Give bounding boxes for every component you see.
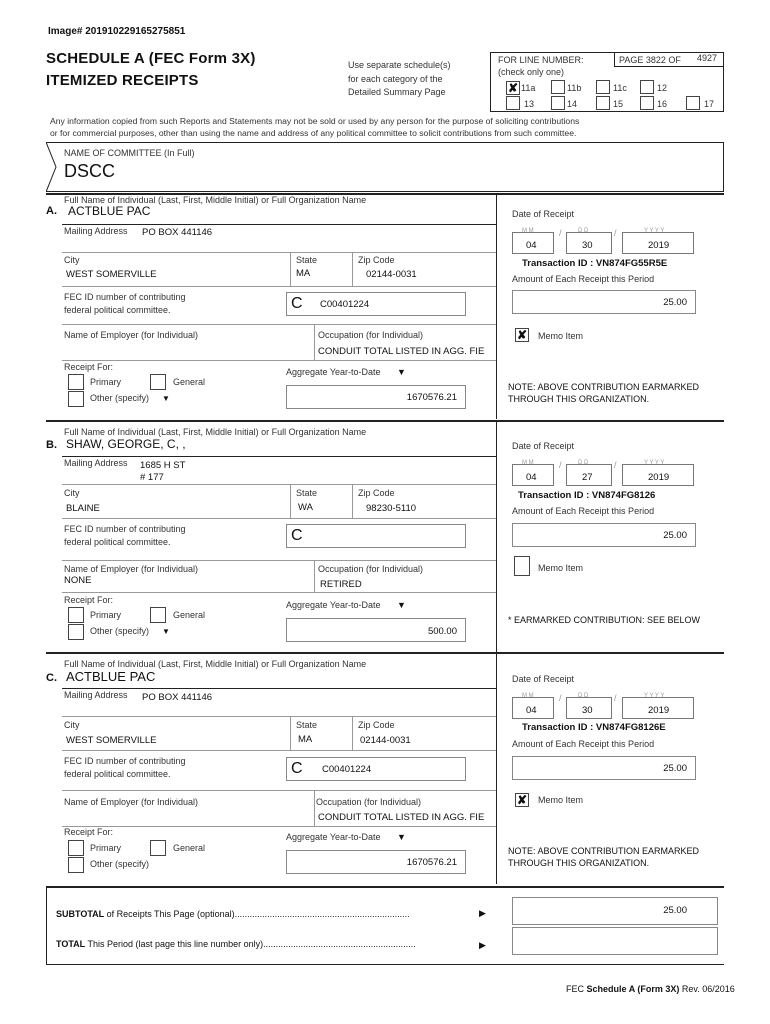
entry-a-aggregate-box [286,385,466,409]
entry-b-dd-label: D D [578,460,589,466]
entry-a-city: WEST SOMERVILLE [66,269,157,280]
entry-b-employer-label: Name of Employer (for Individual) [64,564,199,574]
instructions-line-1: Use separate schedule(s) [348,60,451,70]
entry-c-transaction-id: Transaction ID : VN874FG8126E [522,722,666,733]
entry-b-address-2: # 177 [140,472,164,483]
entry-a-zip-label: Zip Code [358,255,395,265]
entry-c-zip-label: Zip Code [358,720,395,730]
entry-b-name-label: Full Name of Individual (Last, First, Middle Initial) or Full Organization Name [64,427,367,437]
entry-c-amount: 25.00 [663,763,687,774]
line-number-label: FOR LINE NUMBER: [498,55,584,65]
entry-c-month: 04 [526,705,537,716]
entry-c-other-checkbox[interactable] [68,857,84,873]
entry-a-general-label: General [173,377,206,387]
entry-a-fec-c: C [291,295,303,312]
entry-a-day: 30 [582,240,593,251]
entry-b-primary-label: Primary [90,610,121,620]
line-11a-label: 11a [521,83,536,93]
entry-b-city: BLAINE [66,503,100,514]
entry-c-aggregate-arrow-icon: ▼ [397,832,406,842]
entry-b-occupation: RETIRED [320,579,362,590]
total-box [512,927,718,955]
entry-b-month: 04 [526,472,537,483]
entry-b-amount-label: Amount of Each Receipt this Period [512,506,655,516]
entry-c-memo-label: Memo Item [538,795,584,805]
entry-a-general-checkbox[interactable] [150,374,166,390]
entry-b-memo-label: Memo Item [538,563,584,573]
entry-b-other-label: Other (specify) [90,626,150,636]
entry-b-aggregate-box [286,618,466,642]
entry-c-letter: C. [46,672,57,684]
entry-a-name-label: Full Name of Individual (Last, First, Middle Initial) or Full Organization Name [64,195,367,205]
line-11a-checkbox[interactable]: ✘ [507,81,519,95]
line-11b-checkbox[interactable] [551,80,565,94]
entry-b-mm-label: M M [522,460,534,466]
entry-a-fec-id: C00401224 [320,299,370,310]
entry-c-year: 2019 [648,705,670,716]
total-arrow-icon: ▶ [479,940,486,950]
entry-b-aggregate-label: Aggregate Year-to-Date [286,600,381,610]
subtotal-value: 25.00 [663,905,687,916]
entry-c-primary-label: Primary [90,843,121,853]
entry-b-city-label: City [64,488,80,498]
entry-b-other-dropdown-icon[interactable]: ▼ [162,627,170,636]
entry-a-mailing-label: Mailing Address [64,226,128,236]
line-11b-label: 11b [567,83,582,93]
entry-c-employer-label: Name of Employer (for Individual) [64,797,199,807]
entry-c-state-label: State [296,720,318,730]
entry-b-year: 2019 [648,472,670,483]
check-only-label: (check only one) [498,67,565,77]
page-total: 4927 [697,53,718,63]
entry-a-address-1: PO BOX 441146 [142,227,213,238]
entry-c-note-2: THROUGH THIS ORGANIZATION. [508,858,650,868]
entry-a-yyyy-label: Y Y Y Y [644,228,665,234]
entry-a-other-checkbox[interactable] [68,391,84,407]
subtotal-box [512,897,718,925]
form-title: SCHEDULE A (FEC Form 3X) [46,50,256,67]
line-16-label: 16 [657,99,668,109]
entry-b-amount: 25.00 [663,530,687,541]
entry-a-name: ACTBLUE PAC [68,204,151,218]
entry-c-fec-label-2: federal political committee. [64,769,171,779]
entry-c-other-label: Other (specify) [90,859,150,869]
entry-c-mailing-label: Mailing Address [64,690,128,700]
line-15-label: 15 [613,99,624,109]
entry-a-aggregate-label: Aggregate Year-to-Date [286,367,381,377]
entry-c-aggregate-label: Aggregate Year-to-Date [286,832,381,842]
entry-a-memo-label: Memo Item [538,331,584,341]
entry-b-day: 27 [582,472,593,483]
entry-c-city-label: City [64,720,80,730]
entry-a-dd-label: D D [578,228,589,234]
entry-c-note-1: NOTE: ABOVE CONTRIBUTION EARMARKED [508,846,700,856]
entry-b-transaction-id: Transaction ID : VN874FG8126 [518,490,656,501]
entry-b-date-label: Date of Receipt [512,441,575,451]
entry-a-note-2: THROUGH THIS ORGANIZATION. [508,394,650,404]
line-17-checkbox[interactable] [686,96,700,110]
total-label: TOTAL This Period (last page this line number only)............................................................. [56,939,416,949]
entry-c-fec-label-1: FEC ID number of contributing [64,756,186,766]
page-label: PAGE 3822 OF [619,55,681,65]
entry-b-general-checkbox[interactable] [150,607,166,623]
entry-c-receipt-for-label: Receipt For: [64,827,114,837]
entry-a-fec-label-2: federal political committee. [64,305,171,315]
entry-b-fec-label-1: FEC ID number of contributing [64,524,186,534]
image-id: Image# 201910229165275851 [48,26,186,37]
entry-a-fec-label-1: FEC ID number of contributing [64,292,186,302]
entry-a-other-label: Other (specify) [90,393,150,403]
entry-a-amount: 25.00 [663,297,687,308]
line-17-label: 17 [704,99,715,109]
entry-a-fec-box [286,292,466,316]
entry-a-occupation: CONDUIT TOTAL LISTED IN AGG. FIE [318,346,485,357]
committee-label: NAME OF COMMITTEE (In Full) [64,148,195,158]
entry-a-amount-label: Amount of Each Receipt this Period [512,274,655,284]
entry-a-letter: A. [46,205,57,217]
entry-b-aggregate: 500.00 [427,626,457,637]
entry-a-memo-checkbox[interactable]: ✘ [516,328,528,342]
entry-c-amount-box [512,756,696,780]
entry-b-state: WA [298,502,313,513]
entry-a-transaction-id: Transaction ID : VN874FG55R5E [522,258,668,269]
entry-c-primary-checkbox[interactable] [68,840,84,856]
entry-c-day: 30 [582,705,593,716]
disclaimer-line-2: or for commercial purposes, other than using the name and address of any political committee to solicit contributions from such committee. [50,128,577,138]
line-12-label: 12 [657,83,668,93]
entry-c-city: WEST SOMERVILLE [66,735,157,746]
line-14-checkbox[interactable] [551,96,565,110]
entry-a-state-label: State [296,255,318,265]
line-14-label: 14 [567,99,578,109]
entry-b-name: SHAW, GEORGE, C, , [66,437,186,451]
entry-a-primary-checkbox[interactable] [68,374,84,390]
entry-a-receipt-for-label: Receipt For: [64,362,114,372]
line-12-checkbox[interactable] [640,80,654,94]
entry-a-aggregate: 1670576.21 [406,392,457,403]
entry-c-name-label: Full Name of Individual (Last, First, Middle Initial) or Full Organization Name [64,659,367,669]
entry-c-address-1: PO BOX 441146 [142,692,213,703]
entry-c-state: MA [298,734,313,745]
committee-name: DSCC [64,161,116,181]
footer: FEC Schedule A (Form 3X) Rev. 06/2016 [566,984,735,994]
form-subtitle: ITEMIZED RECEIPTS [46,72,199,89]
entry-b-letter: B. [46,439,57,451]
entry-a-employer-label: Name of Employer (for Individual) [64,330,199,340]
entry-c-dd-label: D D [578,693,589,699]
entry-b-yyyy-label: Y Y Y Y [644,460,665,466]
entry-a-primary-label: Primary [90,377,121,387]
entry-a-year: 2019 [648,240,670,251]
entry-a-note-1: NOTE: ABOVE CONTRIBUTION EARMARKED [508,382,700,392]
entry-c-occupation: CONDUIT TOTAL LISTED IN AGG. FIE [318,812,485,823]
entry-a-amount-box [512,290,696,314]
entry-b-occupation-label: Occupation (for Individual) [318,564,424,574]
disclaimer-line-1: Any information copied from such Reports and Statements may not be sold or used by any person for the purpose of soliciting contributions [50,116,580,126]
entry-c-fec-c: C [291,760,303,777]
entry-b-memo-checkbox[interactable] [514,556,530,576]
subtotal-arrow-icon: ▶ [479,908,486,918]
committee-arrow [46,142,60,192]
entry-b-employer: NONE [64,575,92,586]
entry-b-general-label: General [173,610,206,620]
entry-a-state: MA [296,268,311,279]
entry-b-zip-label: Zip Code [358,488,395,498]
entry-c-general-label: General [173,843,206,853]
entry-c-occupation-label: Occupation (for Individual) [316,797,422,807]
line-16-checkbox[interactable] [640,96,654,110]
line-11c-label: 11c [613,83,627,93]
entry-b-aggregate-arrow-icon: ▼ [397,600,406,610]
entry-c-memo-checkbox[interactable]: ✘ [516,793,528,807]
entry-b-amount-box [512,523,696,547]
entry-c-amount-label: Amount of Each Receipt this Period [512,739,655,749]
entry-b-other-checkbox[interactable] [68,624,84,640]
line-13-checkbox[interactable] [506,96,520,110]
entry-c-general-checkbox[interactable] [150,840,166,856]
entry-c-zip: 02144-0031 [360,735,411,746]
subtotal-label: SUBTOTAL of Receipts This Page (optional)...................................................................... [56,909,410,919]
entry-a-month: 04 [526,240,537,251]
entry-a-zip: 02144-0031 [366,269,417,280]
entry-a-date-label: Date of Receipt [512,209,575,219]
entry-a-occupation-label: Occupation (for Individual) [318,330,424,340]
entry-b-fec-c: C [291,527,303,544]
line-15-checkbox[interactable] [596,96,610,110]
entry-b-fec-label-2: federal political committee. [64,537,171,547]
entry-b-zip: 98230-5110 [366,503,417,514]
line-13-label: 13 [524,99,535,109]
entry-c-aggregate-box [286,850,466,874]
entry-b-note-1: * EARMARKED CONTRIBUTION: SEE BELOW [508,615,701,625]
entry-c-name: ACTBLUE PAC [66,669,156,684]
entry-c-fec-box [286,757,466,781]
line-11c-checkbox[interactable] [596,80,610,94]
entry-c-fec-id: C00401224 [322,764,372,775]
entry-b-address-1: 1685 H ST [140,460,186,471]
entry-a-other-dropdown-icon[interactable]: ▼ [162,394,170,403]
entry-b-mailing-label: Mailing Address [64,458,128,468]
entry-c-mm-label: M M [522,693,534,699]
entry-b-fec-box [286,524,466,548]
instructions-line-2: for each category of the [348,74,443,84]
entry-a-mm-label: M M [522,228,534,234]
entry-c-aggregate: 1670576.21 [406,857,457,868]
entry-a-aggregate-arrow-icon: ▼ [397,367,406,377]
entry-b-primary-checkbox[interactable] [68,607,84,623]
entry-b-state-label: State [296,488,318,498]
instructions-line-3: Detailed Summary Page [348,87,446,97]
entry-c-yyyy-label: Y Y Y Y [644,693,665,699]
entry-c-date-label: Date of Receipt [512,674,575,684]
entry-b-receipt-for-label: Receipt For: [64,595,114,605]
entry-a-city-label: City [64,255,80,265]
